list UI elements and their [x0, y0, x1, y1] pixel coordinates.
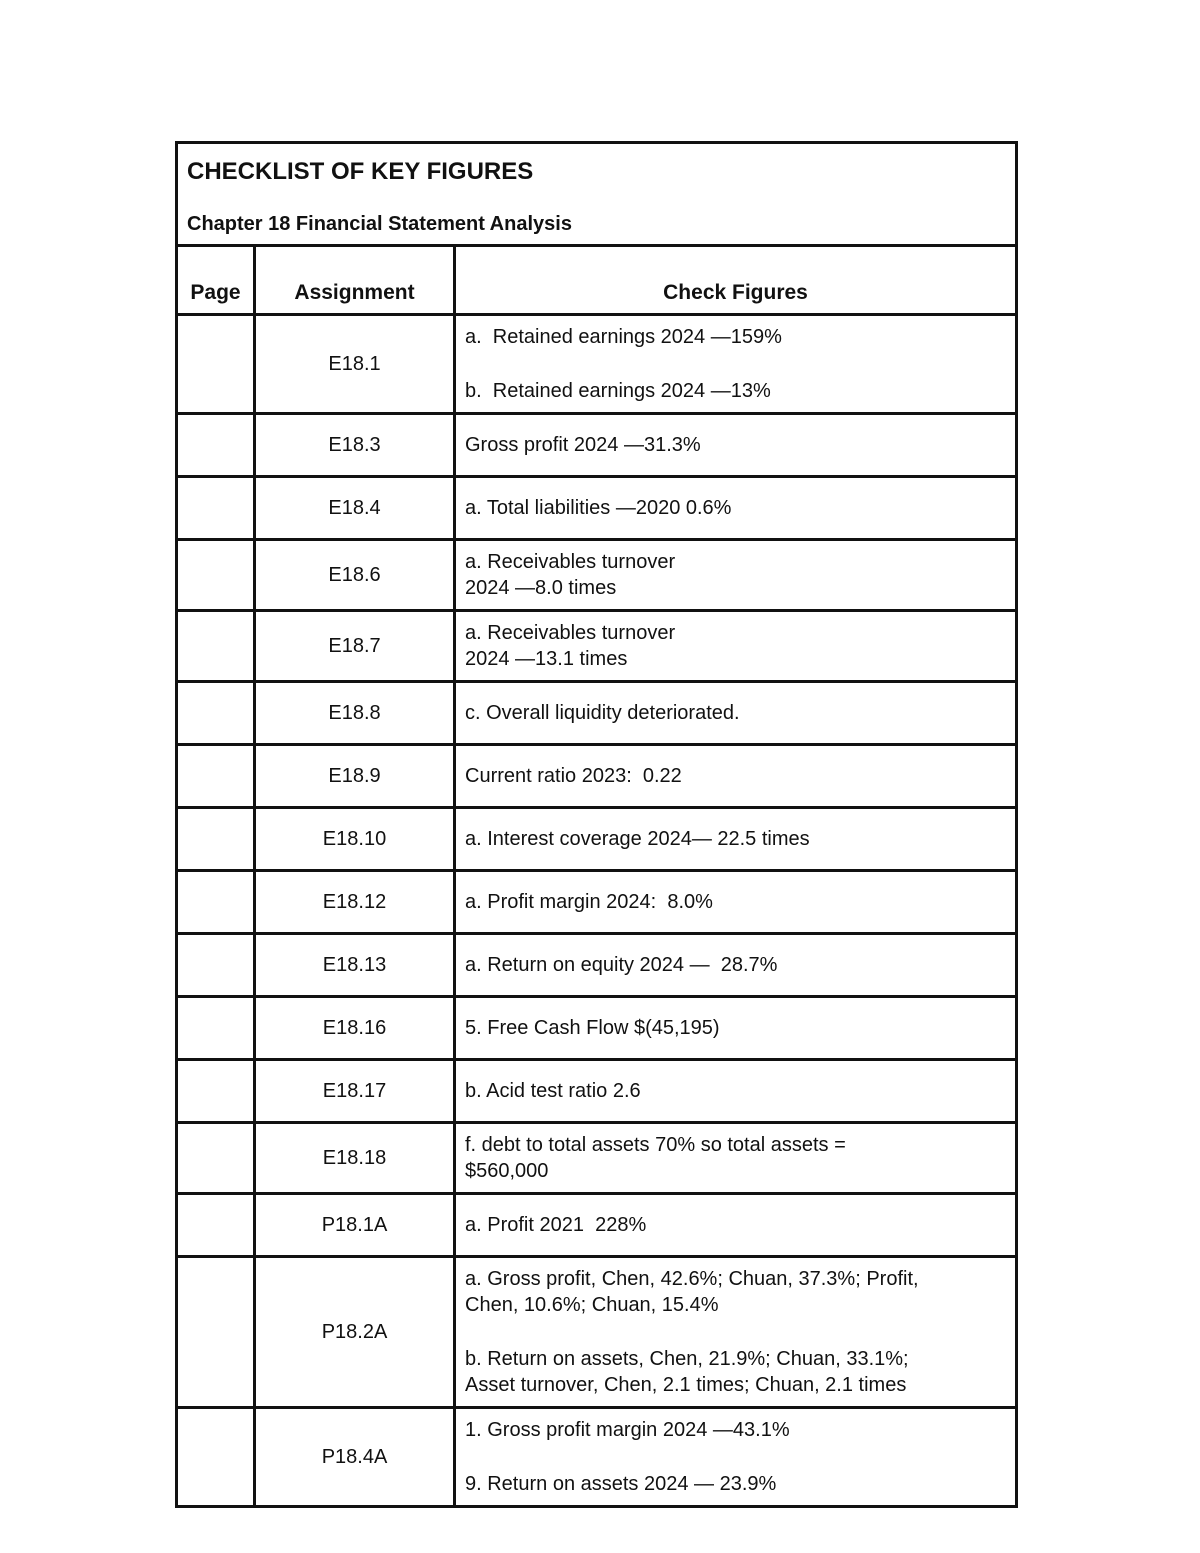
check-figure-text: a. Interest coverage 2024— 22.5 times — [465, 828, 810, 850]
table-row — [177, 477, 1017, 540]
page-cell — [177, 1408, 255, 1507]
page-cell — [177, 477, 255, 540]
assignment-cell: E18.16 — [255, 997, 455, 1060]
page-cell — [177, 540, 255, 611]
assignment-cell: E18.1 — [255, 315, 455, 414]
check-figure-text: Gross profit 2024 —31.3% — [465, 434, 701, 456]
header-row — [177, 246, 1017, 315]
assignment-cell: E18.7 — [255, 611, 455, 682]
check-figures-cell — [455, 808, 1017, 871]
check-figure-text: c. Overall liquidity deteriorated. — [465, 702, 740, 724]
table-row — [177, 745, 1017, 808]
assignment-cell: E18.13 — [255, 934, 455, 997]
assignment-cell: E18.18 — [255, 1123, 455, 1194]
check-figures-cell — [455, 1194, 1017, 1257]
assignment-cell: E18.8 — [255, 682, 455, 745]
table-row — [177, 611, 1017, 682]
check-figure-text: b. Return on assets, Chen, 21.9%; Chuan, 33.1%; Asset turnover, Chen, 2.1 times; Chuan, 2.1 times — [465, 1348, 909, 1396]
check-figures-cell — [455, 477, 1017, 540]
page-cell — [177, 315, 255, 414]
table-row — [177, 934, 1017, 997]
page-cell — [177, 1060, 255, 1123]
check-figures-cell — [455, 1060, 1017, 1123]
table-row — [177, 1408, 1017, 1507]
check-figures-cell — [455, 315, 1017, 414]
page-cell — [177, 611, 255, 682]
check-figure-text: b. Acid test ratio 2.6 — [465, 1080, 641, 1102]
check-figures-cell — [455, 414, 1017, 477]
check-figures-cell — [455, 745, 1017, 808]
assignment-cell: E18.17 — [255, 1060, 455, 1123]
assignment-cell: E18.9 — [255, 745, 455, 808]
table-row — [177, 682, 1017, 745]
assignment-cell: E18.4 — [255, 477, 455, 540]
assignment-cell: P18.2A — [255, 1257, 455, 1408]
check-figure-text: a. Total liabilities —2020 0.6% — [465, 497, 732, 519]
header-check-figures: Check Figures — [455, 246, 1017, 315]
check-figure-text: a. Retained earnings 2024 —159% — [465, 326, 782, 348]
table-row — [177, 540, 1017, 611]
page-cell — [177, 1194, 255, 1257]
key-figures-table — [175, 141, 1018, 1508]
check-figure-text: b. Retained earnings 2024 —13% — [465, 380, 771, 402]
check-figures-cell — [455, 997, 1017, 1060]
check-figure-text: a. Receivables turnover 2024 —13.1 times — [465, 622, 676, 670]
check-figure-text: 5. Free Cash Flow $(45,195) — [465, 1017, 720, 1039]
assignment-cell: E18.6 — [255, 540, 455, 611]
check-figure-text: a. Receivables turnover 2024 —8.0 times — [465, 551, 676, 599]
header-page: Page — [177, 246, 255, 315]
page-cell — [177, 1257, 255, 1408]
check-figure-text: a. Return on equity 2024 — 28.7% — [465, 954, 778, 976]
check-figure-text: a. Profit 2021 228% — [465, 1214, 647, 1236]
table-row — [177, 1194, 1017, 1257]
check-figures-cell — [455, 1123, 1017, 1194]
table-row — [177, 1123, 1017, 1194]
page-cell — [177, 934, 255, 997]
assignment-cell: E18.10 — [255, 808, 455, 871]
page-title: CHECKLIST OF KEY FIGURES — [187, 158, 534, 185]
page-cell — [177, 1123, 255, 1194]
page-cell — [177, 997, 255, 1060]
table-row — [177, 1060, 1017, 1123]
table-title-cell — [177, 143, 1017, 246]
check-figures-cell — [455, 934, 1017, 997]
check-figure-text: f. debt to total assets 70% so total assets = $560,000 — [465, 1134, 846, 1182]
check-figures-cell — [455, 871, 1017, 934]
page-cell — [177, 414, 255, 477]
table-row — [177, 315, 1017, 414]
table-row — [177, 871, 1017, 934]
page-cell — [177, 682, 255, 745]
page-cell — [177, 871, 255, 934]
check-figure-text: a. Gross profit, Chen, 42.6%; Chuan, 37.3%; Profit, Chen, 10.6%; Chuan, 15.4% — [465, 1268, 919, 1316]
check-figure-text: 1. Gross profit margin 2024 —43.1% — [465, 1419, 790, 1441]
check-figures-cell — [455, 682, 1017, 745]
assignment-cell: E18.12 — [255, 871, 455, 934]
assignment-cell: P18.4A — [255, 1408, 455, 1507]
table-row — [177, 1257, 1017, 1408]
check-figures-cell — [455, 1408, 1017, 1507]
check-figure-text: a. Profit margin 2024: 8.0% — [465, 891, 713, 913]
page-cell — [177, 808, 255, 871]
check-figure-text: 9. Return on assets 2024 — 23.9% — [465, 1473, 777, 1495]
table-row — [177, 808, 1017, 871]
table-row — [177, 414, 1017, 477]
check-figure-text: Current ratio 2023: 0.22 — [465, 765, 682, 787]
page-cell — [177, 745, 255, 808]
check-figures-cell — [455, 1257, 1017, 1408]
assignment-cell: E18.3 — [255, 414, 455, 477]
chapter-subtitle: Chapter 18 Financial Statement Analysis — [187, 213, 572, 235]
check-figures-cell — [455, 540, 1017, 611]
assignment-cell: P18.1A — [255, 1194, 455, 1257]
header-assignment: Assignment — [255, 246, 455, 315]
table-row — [177, 997, 1017, 1060]
check-figures-cell — [455, 611, 1017, 682]
